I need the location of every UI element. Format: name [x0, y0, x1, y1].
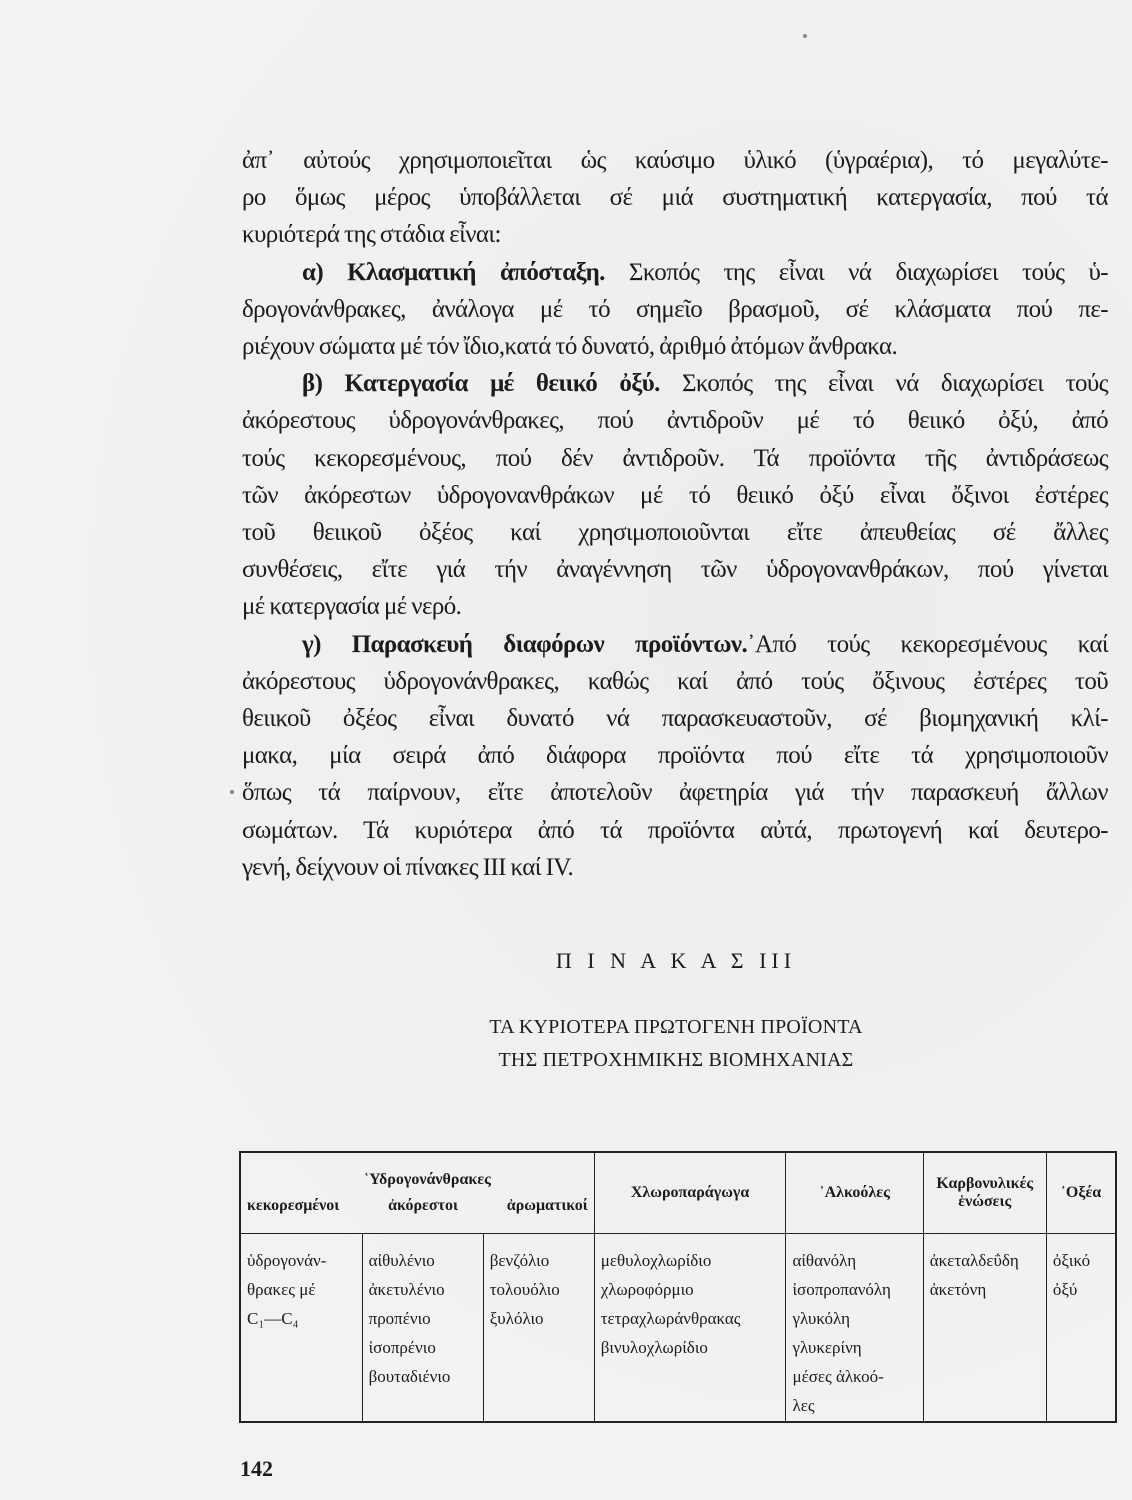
section-heading: β) Κατεργασία μέ θειικό ὀξύ.	[302, 370, 660, 398]
cell-entry: ξυλόλιο	[489, 1309, 544, 1328]
body-line: ἀκόρεστους ὑδρογονάνθρακες, πού ἀντιδροῦν μέ τό θειικό ὀξύ, ἀπό	[242, 407, 1108, 435]
column-header: ἀκόρεστοι	[388, 1197, 458, 1214]
table-header-row	[240, 1152, 1116, 1234]
body-line: τῶν ἀκόρεστων ὑδρογονανθράκων μέ τό θειικό ὀξύ εἶναι ὄξινοι ἐστέρες	[242, 481, 1108, 509]
cell-entry: ἰσοπροπανόλη	[792, 1280, 891, 1299]
cell-entry: ἀκετυλένιο	[368, 1280, 445, 1299]
body-line: γενή, δείχνουν οἱ πίνακες III καί IV.	[242, 853, 574, 881]
column-header: ᾽Αλκοόλες	[786, 1152, 923, 1234]
cell-entry: ἀκεταλδεΰδη	[929, 1251, 1019, 1270]
cell-entry: βουταδιένιο	[368, 1367, 451, 1386]
cell-entry: ὀξύ	[1052, 1280, 1078, 1299]
body-line: ἀπ᾽ αὐτούς χρησιμοποιεῖται ὡς καύσιμο ὑλικό (ὑγραέρια), τό μεγαλύτε-	[242, 147, 1108, 174]
cell-entry: βενζόλιο	[489, 1251, 550, 1270]
table-cell	[362, 1234, 483, 1423]
cell-entry: χλωροφόρμιο	[600, 1280, 694, 1299]
body-line: κυριότερά της στάδια εἶναι:	[242, 221, 501, 249]
body-line: θειικοῦ ὀξέος εἶναι δυνατό νά παρασκευαστοῦν, σέ βιομηχανική κλί-	[242, 705, 1108, 732]
hydrocarbons-header	[240, 1152, 594, 1234]
body-line: συνθέσεις, εἴτε γιά τήν ἀναγέννηση τῶν ὑδρογονανθράκων, πού γίνεται	[242, 556, 1108, 584]
body-line: ὅπως τά παίρνουν, εἴτε ἀποτελοῦν ἀφετηρία γιά τήν παρασκευή ἄλλων	[242, 779, 1108, 807]
scan-speck	[230, 790, 234, 794]
cell-entry: γλυκόλη	[792, 1309, 850, 1328]
table-subtitle-line-2: ΤΗΣ ΠΕΤΡΟΧΗΜΙΚΗΣ ΒΙΟΜΗΧΑΝΙΑΣ	[498, 1049, 854, 1071]
column-header: ἀρωματικοί	[506, 1197, 588, 1214]
cell-entry: λες	[792, 1396, 815, 1415]
body-line	[302, 369, 1108, 399]
body-line: ρο ὅμως μέρος ὑποβάλλεται σέ μιά συστηματική κατεργασία, πού τά	[242, 184, 1108, 212]
cell-entry: ἀκετόνη	[929, 1280, 987, 1299]
body-line: μέ κατεργασία μέ νερό.	[242, 593, 462, 621]
table-cell	[923, 1234, 1046, 1423]
body-line: τούς κεκορεσμένους, πού δέν ἀντιδροῦν. Τά προϊόντα τῆς ἀντιδράσεως	[242, 444, 1108, 472]
cell-entry: ἰσοπρένιο	[368, 1338, 436, 1357]
page-number: 142	[240, 1456, 273, 1481]
body-line-text: ᾽Από τούς κεκορεσμένους καί	[747, 630, 1109, 658]
table-cell	[786, 1234, 923, 1423]
table-cell	[483, 1234, 594, 1423]
section-heading: γ) Παρασκευή διαφόρων προϊόντων.	[302, 630, 748, 658]
cell-entry: προπένιο	[368, 1309, 431, 1328]
cell-entry: αἰθυλένιο	[368, 1251, 435, 1270]
body-line: μακα, μία σειρά ἀπό διάφορα προϊόντα πού εἴτε τά χρησιμοποιοῦν	[242, 742, 1108, 770]
body-line: σωμάτων. Τά κυριότερα ἀπό τά προϊόντα αὐτά, πρωτογενή καί δευτερο-	[242, 816, 1108, 844]
body-line: ριέχουν σώματα μέ τόν ἴδιο,κατά τό δυνατό, ἀριθμό ἀτόμων ἄνθρακα.	[242, 333, 898, 360]
body-line-text: Σκοπός της εἶναι νά διαχωρίσει τούς	[659, 370, 1108, 398]
body-line	[302, 258, 1108, 288]
body-line: ἀκόρεστους ὑδρογονάνθρακες, καθώς καί ἀπό τούς ὄξινους ἐστέρες τοῦ	[242, 667, 1108, 695]
body-line: τοῦ θειικοῦ ὀξέος καί χρησιμοποιοῦνται εἴτε ἀπευθείας σέ ἄλλες	[242, 519, 1108, 546]
column-header: Καρβονυλικές ἑνώσεις	[923, 1152, 1046, 1234]
column-header: Χλωροπαράγωγα	[594, 1152, 786, 1234]
cell-entry: βινυλοχλωρίδιο	[600, 1338, 708, 1357]
table-subtitle-line-1: ΤΑ ΚΥΡΙΟΤΕΡΑ ΠΡΩΤΟΓΕΝΗ ΠΡΟΪΟΝΤΑ	[489, 1016, 863, 1038]
cell-entry: μέσες ἀλκοό-	[792, 1367, 884, 1386]
body-line	[302, 630, 1108, 660]
cell-entry: μεθυλοχλωρίδιο	[600, 1251, 712, 1270]
cell-entry: τολουόλιο	[489, 1280, 560, 1299]
column-header: ᾽Οξέα	[1046, 1152, 1116, 1234]
group-header: ῾Υδρογονάνθρακες	[363, 1171, 491, 1188]
products-table	[239, 1151, 1117, 1423]
table-cell	[240, 1234, 362, 1423]
column-header: κεκορεσμένοι	[247, 1197, 340, 1214]
cell-entry: αἰθανόλη	[792, 1251, 857, 1270]
section-heading: α) Κλασματική ἀπόσταξη.	[302, 258, 605, 286]
table-cell	[1046, 1234, 1116, 1423]
cell-entry: ὀξικό	[1052, 1251, 1091, 1270]
table-title: Π Ι Ν Α Κ Α Σ III	[555, 948, 797, 973]
cell-entry: C₁—C₄	[247, 1309, 299, 1328]
cell-entry: ὑδρογονάν-	[247, 1251, 327, 1270]
cell-entry: γλυκερίνη	[792, 1338, 862, 1357]
cell-entry: τετραχλωράνθρακας	[600, 1309, 741, 1328]
scan-speck	[803, 34, 807, 38]
body-line-text: Σκοπός της εἶναι νά διαχωρίσει τούς ὑ-	[604, 258, 1109, 286]
table-row	[240, 1234, 1116, 1423]
body-line: δρογονάνθρακες, ἀνάλογα μέ τό σημεῖο βρασμοῦ, σέ κλάσματα πού πε-	[242, 295, 1108, 323]
table-cell	[594, 1234, 786, 1423]
cell-entry: θρακες μέ	[247, 1280, 316, 1299]
